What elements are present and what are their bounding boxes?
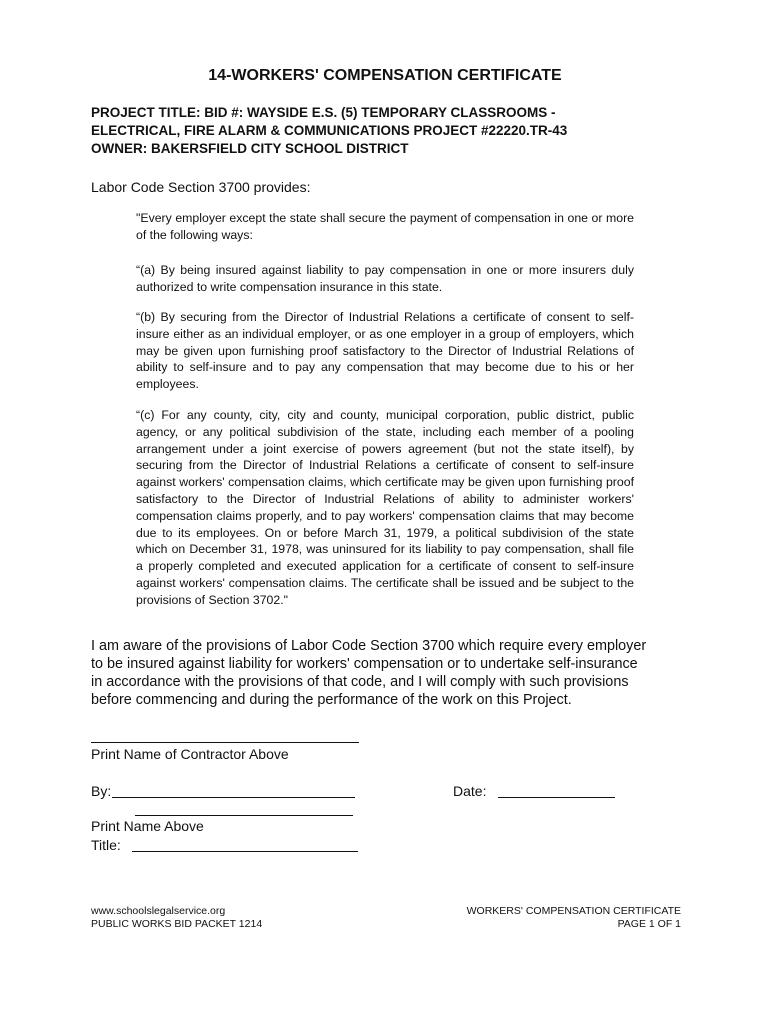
footer-packet: PUBLIC WORKS BID PACKET 1214 [91,918,263,930]
compliance-statement [91,637,691,709]
title-label: Title: [91,837,121,853]
date-line[interactable] [498,797,615,798]
footer-website: www.schoolslegalservice.org [91,905,226,917]
by-signature-line[interactable] [112,797,355,798]
by-label: By: [91,783,112,799]
date-label: Date: [453,783,487,799]
statement-line: before commencing and during the performance of the work on this Project. [91,692,572,708]
owner-line: OWNER: BAKERSFIELD CITY SCHOOL DISTRICT [91,141,409,156]
footer-page-number: PAGE 1 OF 1 [617,918,681,930]
contractor-name-line[interactable] [91,742,359,743]
contractor-name-label: Print Name of Contractor Above [91,746,289,762]
footer-left [91,905,262,931]
statement-line: in accordance with the provisions of that code, and I will comply with such provisions [91,674,629,690]
print-name-label: Print Name Above [91,818,204,834]
project-title-line: PROJECT TITLE: BID #: WAYSIDE E.S. (5) TEMPORARY CLASSROOMS - [91,105,556,120]
quote-item-c: “(c) For any county, city, city and county, municipal corporation, public district, public agency, or any political subdivision of the state, including each member of a pooling arrangement under a joint exercise of powers agreement (but not the state itself), by securing from the Director of Industrial Relations a certificate of consent to self-insure against workers' compensation claims, which certificate may be given upon furnishing proof satisfactory to the Director of Industrial Relations of ability to administer workers' compensation claims properly, and to pay workers' compensation claims that may become due to its employees. On or before March 31, 1979, a political subdivision of the state which on December 31, 1978, was uninsured for its liability to pay compensation, shall file a properly completed and executed application for a certificate of consent to self-insure against workers' compensation claims. The certificate shall be issued and be subject to the provisions of Section 3702." [136,408,634,607]
quote-preamble: "Every employer except the state shall secure the payment of compensation in one or more of the following ways: [136,211,634,242]
intro-text: Labor Code Section 3700 provides: [91,179,311,195]
quote-item-a: “(a) By being insured against liability to pay compensation in one or more insurers duly authorized to write compensation insurance in this state. [136,263,634,294]
statement-line: I am aware of the provisions of Labor Code Section 3700 which require every employer [91,638,647,654]
title-line[interactable] [132,851,358,852]
footer-doc-title: WORKERS' COMPENSATION CERTIFICATE [466,905,681,917]
quote-item-b: “(b) By securing from the Director of Industrial Relations a certificate of consent to self-insure either as an individual employer, or as one employer in a group of employers, which may be given upon furnishing proof satisfactory to the Director of Industrial Relations of ability to self-insure and to pay any compensation that may become due to his or her employees. [136,310,634,392]
statement-line: to be insured against liability for workers' compensation or to undertake self-insurance [91,656,638,672]
project-number-line: ELECTRICAL, FIRE ALARM & COMMUNICATIONS PROJECT #22220.TR-43 [91,123,568,138]
project-header [91,104,691,158]
print-name-line[interactable] [135,815,353,816]
page-title: 14-WORKERS' COMPENSATION CERTIFICATE [208,67,562,84]
footer-right [467,905,681,931]
